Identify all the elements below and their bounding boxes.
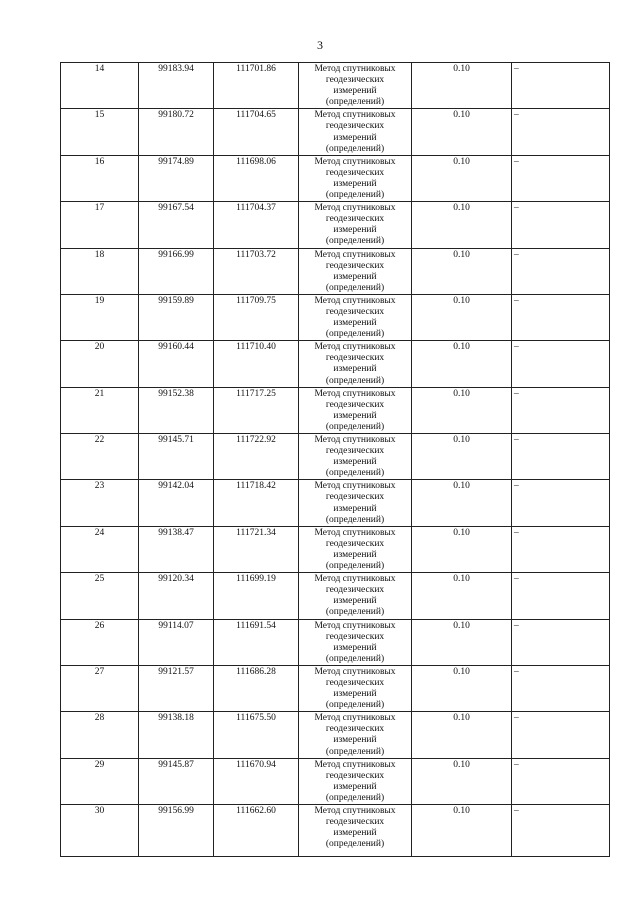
table-row [61, 434, 610, 480]
x-coordinate-cell: 99167.54 [139, 202, 214, 248]
accuracy-cell: 0.10 [412, 573, 512, 619]
point-number-cell: 30 [61, 805, 139, 857]
note-cell: – [512, 665, 610, 711]
accuracy-cell: 0.10 [412, 294, 512, 340]
method-text-line: геодезических [325, 214, 385, 225]
method-cell [299, 573, 412, 619]
accuracy-cell: 0.10 [412, 758, 512, 804]
note-cell: – [512, 341, 610, 387]
method-text-line: Метод спутниковых [314, 295, 396, 306]
method-text-line: геодезических [325, 770, 385, 781]
method-text-line: Метод спутниковых [314, 203, 396, 214]
x-coordinate-cell: 99145.71 [139, 434, 214, 480]
method-text-line: геодезических [325, 817, 385, 828]
point-number-cell: 17 [61, 202, 139, 248]
point-number-cell: 20 [61, 341, 139, 387]
method-text-line: измерений [333, 364, 377, 375]
method-text-line: Метод спутниковых [314, 156, 396, 167]
note-cell: – [512, 758, 610, 804]
method-text-line: геодезических [325, 677, 385, 688]
method-text-line: Метод спутниковых [314, 342, 396, 353]
y-coordinate-cell: 111701.86 [214, 63, 299, 109]
method-text-line: Метод спутниковых [314, 481, 396, 492]
method-text-line: (определений) [325, 375, 385, 386]
y-coordinate-cell: 111704.65 [214, 109, 299, 155]
method-cell [299, 341, 412, 387]
point-number-cell: 22 [61, 434, 139, 480]
method-text-line: (определений) [325, 746, 385, 757]
method-text-line: измерений [333, 503, 377, 514]
method-cell [299, 665, 412, 711]
method-text-line: Метод спутниковых [314, 620, 396, 631]
method-cell [299, 248, 412, 294]
method-text-line: измерений [333, 689, 377, 700]
accuracy-cell: 0.10 [412, 712, 512, 758]
method-text-line: измерений [333, 318, 377, 329]
method-text-line: Метод спутниковых [314, 64, 396, 74]
y-coordinate-cell: 111699.19 [214, 573, 299, 619]
point-number-cell: 29 [61, 758, 139, 804]
accuracy-cell: 0.10 [412, 63, 512, 109]
point-number-cell: 19 [61, 294, 139, 340]
method-text-line: измерений [333, 410, 377, 421]
y-coordinate-cell: 111721.34 [214, 526, 299, 572]
y-coordinate-cell: 111662.60 [214, 805, 299, 857]
note-cell: – [512, 712, 610, 758]
method-text-line: геодезических [325, 492, 385, 503]
method-text-line: (определений) [325, 282, 385, 293]
accuracy-cell: 0.10 [412, 248, 512, 294]
accuracy-cell: 0.10 [412, 526, 512, 572]
method-text-line: геодезических [325, 399, 385, 410]
method-text-line: Метод спутниковых [314, 574, 396, 585]
method-text-line: (определений) [325, 97, 385, 108]
x-coordinate-cell: 99166.99 [139, 248, 214, 294]
point-number-cell: 18 [61, 248, 139, 294]
y-coordinate-cell: 111691.54 [214, 619, 299, 665]
method-text-line: (определений) [325, 607, 385, 618]
note-cell: – [512, 619, 610, 665]
table-row [61, 248, 610, 294]
method-text-line: измерений [333, 735, 377, 746]
method-text-line: (определений) [325, 468, 385, 479]
table-row [61, 155, 610, 201]
method-text-line: измерений [333, 781, 377, 792]
table-row [61, 619, 610, 665]
point-number-cell: 24 [61, 526, 139, 572]
method-text-line: геодезических [325, 446, 385, 457]
y-coordinate-cell: 111670.94 [214, 758, 299, 804]
coordinates-table [60, 62, 610, 857]
method-text-line: геодезических [325, 306, 385, 317]
y-coordinate-cell: 111709.75 [214, 294, 299, 340]
note-cell: – [512, 294, 610, 340]
method-text-line: Метод спутниковых [314, 435, 396, 445]
x-coordinate-cell: 99180.72 [139, 109, 214, 155]
table-row [61, 526, 610, 572]
note-cell: – [512, 63, 610, 109]
table-row [61, 387, 610, 433]
method-text-line: (определений) [325, 653, 385, 664]
x-coordinate-cell: 99159.89 [139, 294, 214, 340]
x-coordinate-cell: 99142.04 [139, 480, 214, 526]
point-number-cell: 14 [61, 63, 139, 109]
note-cell: – [512, 434, 610, 480]
table-row [61, 480, 610, 526]
method-cell [299, 434, 412, 480]
method-cell [299, 758, 412, 804]
method-text-line: (определений) [325, 514, 385, 525]
method-text-line: (определений) [325, 839, 385, 850]
method-text-line: измерений [333, 828, 377, 839]
point-number-cell: 23 [61, 480, 139, 526]
point-number-cell: 15 [61, 109, 139, 155]
x-coordinate-cell: 99121.57 [139, 665, 214, 711]
accuracy-cell: 0.10 [412, 202, 512, 248]
method-text-line: Метод спутниковых [314, 713, 396, 724]
y-coordinate-cell: 111717.25 [214, 387, 299, 433]
method-cell [299, 526, 412, 572]
method-text-line: (определений) [325, 329, 385, 340]
method-text-line: Метод спутниковых [314, 388, 396, 399]
x-coordinate-cell: 99138.47 [139, 526, 214, 572]
x-coordinate-cell: 99152.38 [139, 387, 214, 433]
y-coordinate-cell: 111718.42 [214, 480, 299, 526]
accuracy-cell: 0.10 [412, 341, 512, 387]
y-coordinate-cell: 111703.72 [214, 248, 299, 294]
note-cell: – [512, 202, 610, 248]
y-coordinate-cell: 111675.50 [214, 712, 299, 758]
method-text-line: Метод спутниковых [314, 249, 396, 260]
method-text-line: Метод спутниковых [314, 110, 396, 121]
note-cell: – [512, 248, 610, 294]
method-cell [299, 63, 412, 109]
table-row [61, 202, 610, 248]
x-coordinate-cell: 99174.89 [139, 155, 214, 201]
table-row [61, 294, 610, 340]
table-row [61, 712, 610, 758]
method-text-line: геодезических [325, 538, 385, 549]
table-row [61, 805, 610, 857]
x-coordinate-cell: 99156.99 [139, 805, 214, 857]
accuracy-cell: 0.10 [412, 619, 512, 665]
method-text-line: измерений [333, 549, 377, 560]
point-number-cell: 25 [61, 573, 139, 619]
y-coordinate-cell: 111722.92 [214, 434, 299, 480]
method-text-line: (определений) [325, 700, 385, 711]
table-row [61, 758, 610, 804]
method-cell [299, 805, 412, 857]
table-row [61, 109, 610, 155]
method-text-line: Метод спутниковых [314, 666, 396, 677]
method-text-line: геодезических [325, 167, 385, 178]
method-text-line: (определений) [325, 143, 385, 154]
method-cell [299, 712, 412, 758]
note-cell: – [512, 480, 610, 526]
coordinates-table-body [61, 63, 610, 857]
y-coordinate-cell: 111704.37 [214, 202, 299, 248]
table-row [61, 341, 610, 387]
method-text-line: (определений) [325, 190, 385, 201]
x-coordinate-cell: 99183.94 [139, 63, 214, 109]
method-text-line: геодезических [325, 260, 385, 271]
method-text-line: измерений [333, 271, 377, 282]
method-text-line: (определений) [325, 236, 385, 247]
method-text-line: Метод спутниковых [314, 806, 396, 816]
accuracy-cell: 0.10 [412, 155, 512, 201]
accuracy-cell: 0.10 [412, 665, 512, 711]
method-text-line: геодезических [325, 585, 385, 596]
accuracy-cell: 0.10 [412, 109, 512, 155]
y-coordinate-cell: 111686.28 [214, 665, 299, 711]
method-text-line: геодезических [325, 75, 385, 86]
method-text-line: (определений) [325, 561, 385, 572]
method-text-line: измерений [333, 596, 377, 607]
point-number-cell: 28 [61, 712, 139, 758]
table-row [61, 573, 610, 619]
method-text-line: измерений [333, 457, 377, 468]
method-text-line: геодезических [325, 724, 385, 735]
method-text-line: геодезических [325, 631, 385, 642]
method-text-line: измерений [333, 86, 377, 97]
note-cell: – [512, 387, 610, 433]
method-text-line: геодезических [325, 353, 385, 364]
accuracy-cell: 0.10 [412, 387, 512, 433]
method-text-line: измерений [333, 225, 377, 236]
point-number-cell: 16 [61, 155, 139, 201]
table-row [61, 63, 610, 109]
method-cell [299, 155, 412, 201]
point-number-cell: 26 [61, 619, 139, 665]
method-text-line: Метод спутниковых [314, 759, 396, 770]
method-cell [299, 387, 412, 433]
accuracy-cell: 0.10 [412, 805, 512, 857]
x-coordinate-cell: 99160.44 [139, 341, 214, 387]
page-number: 3 [317, 38, 323, 52]
point-number-cell: 21 [61, 387, 139, 433]
note-cell: – [512, 155, 610, 201]
method-cell [299, 480, 412, 526]
point-number-cell: 27 [61, 665, 139, 711]
x-coordinate-cell: 99138.18 [139, 712, 214, 758]
method-text-line: геодезических [325, 121, 385, 132]
x-coordinate-cell: 99145.87 [139, 758, 214, 804]
method-text-line: измерений [333, 178, 377, 189]
x-coordinate-cell: 99114.07 [139, 619, 214, 665]
accuracy-cell: 0.10 [412, 480, 512, 526]
y-coordinate-cell: 111698.06 [214, 155, 299, 201]
y-coordinate-cell: 111710.40 [214, 341, 299, 387]
method-text-line: измерений [333, 642, 377, 653]
accuracy-cell: 0.10 [412, 434, 512, 480]
method-text-line: (определений) [325, 421, 385, 432]
method-cell [299, 109, 412, 155]
note-cell: – [512, 573, 610, 619]
method-cell [299, 619, 412, 665]
table-row [61, 665, 610, 711]
note-cell: – [512, 805, 610, 857]
x-coordinate-cell: 99120.34 [139, 573, 214, 619]
method-cell [299, 202, 412, 248]
note-cell: – [512, 526, 610, 572]
method-text-line: измерений [333, 132, 377, 143]
method-text-line: (определений) [325, 792, 385, 803]
method-text-line: Метод спутниковых [314, 527, 396, 538]
note-cell: – [512, 109, 610, 155]
method-cell [299, 294, 412, 340]
